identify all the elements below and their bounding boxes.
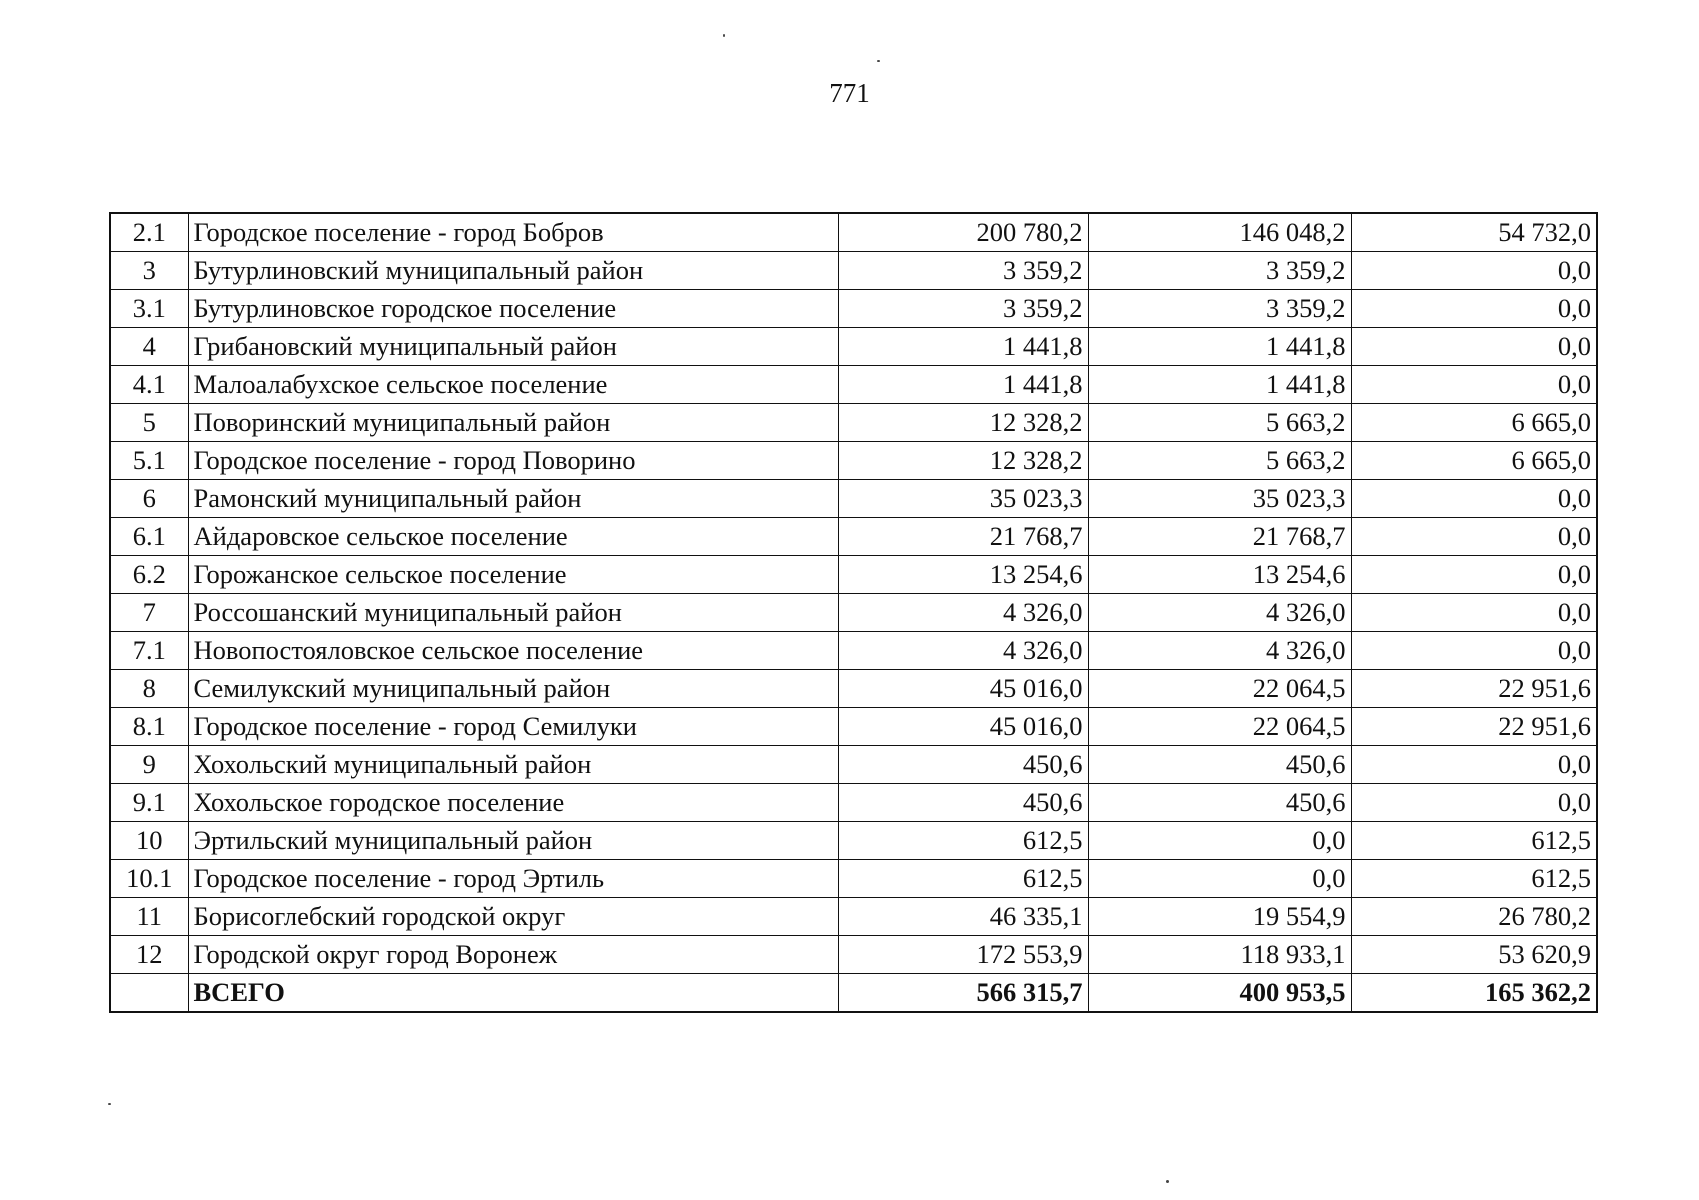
value-1-cell: 21 768,7 <box>838 518 1088 556</box>
territory-name-cell: Айдаровское сельское поселение <box>188 518 838 556</box>
value-3-cell: 0,0 <box>1351 328 1597 366</box>
value-2-cell: 4 326,0 <box>1088 632 1351 670</box>
value-1-cell: 4 326,0 <box>838 632 1088 670</box>
value-3-cell: 612,5 <box>1351 822 1597 860</box>
value-3-cell: 0,0 <box>1351 594 1597 632</box>
table-row <box>110 708 1597 746</box>
row-number-cell: 10.1 <box>110 860 188 898</box>
value-2-cell: 19 554,9 <box>1088 898 1351 936</box>
territory-name-cell: Хохольское городское поселение <box>188 784 838 822</box>
value-1-cell: 46 335,1 <box>838 898 1088 936</box>
territory-name-cell: Городское поселение - город Эртиль <box>188 860 838 898</box>
value-2-cell: 450,6 <box>1088 784 1351 822</box>
table-row <box>110 366 1597 404</box>
table-body <box>110 213 1597 1012</box>
value-1-cell: 1 441,8 <box>838 328 1088 366</box>
row-number-cell: 8.1 <box>110 708 188 746</box>
territory-name-cell: Новопостояловское сельское поселение <box>188 632 838 670</box>
table-row <box>110 860 1597 898</box>
value-2-cell: 118 933,1 <box>1088 936 1351 974</box>
value-3-cell: 22 951,6 <box>1351 708 1597 746</box>
territory-name-cell: Россошанский муниципальный район <box>188 594 838 632</box>
value-2-cell: 1 441,8 <box>1088 366 1351 404</box>
value-2-cell: 4 326,0 <box>1088 594 1351 632</box>
table-row <box>110 404 1597 442</box>
value-1-cell: 172 553,9 <box>838 936 1088 974</box>
value-3-cell: 0,0 <box>1351 290 1597 328</box>
territory-name-cell: Малоалабухское сельское поселение <box>188 366 838 404</box>
territory-name-cell: Бутурлиновский муниципальный район <box>188 252 838 290</box>
value-3-cell: 612,5 <box>1351 860 1597 898</box>
territory-name-cell: Борисоглебский городской округ <box>188 898 838 936</box>
value-3-cell: 0,0 <box>1351 480 1597 518</box>
value-1-cell: 450,6 <box>838 784 1088 822</box>
territory-name-cell: Городской округ город Воронеж <box>188 936 838 974</box>
table-row <box>110 480 1597 518</box>
territory-name-cell: Городское поселение - город Бобров <box>188 213 838 252</box>
value-3-cell: 0,0 <box>1351 366 1597 404</box>
table-row <box>110 632 1597 670</box>
value-3-cell: 0,0 <box>1351 784 1597 822</box>
row-number-cell: 3 <box>110 252 188 290</box>
scan-speck <box>723 34 725 37</box>
total-value-3-cell: 165 362,2 <box>1351 974 1597 1013</box>
value-3-cell: 6 665,0 <box>1351 442 1597 480</box>
table-row <box>110 822 1597 860</box>
table-row <box>110 252 1597 290</box>
value-1-cell: 4 326,0 <box>838 594 1088 632</box>
territory-name-cell: Хохольский муниципальный район <box>188 746 838 784</box>
row-number-cell: 4 <box>110 328 188 366</box>
total-label-cell: ВСЕГО <box>188 974 838 1013</box>
value-1-cell: 200 780,2 <box>838 213 1088 252</box>
value-2-cell: 35 023,3 <box>1088 480 1351 518</box>
value-1-cell: 612,5 <box>838 822 1088 860</box>
total-number-cell <box>110 974 188 1013</box>
value-3-cell: 0,0 <box>1351 632 1597 670</box>
value-1-cell: 450,6 <box>838 746 1088 784</box>
budget-table <box>109 212 1598 1013</box>
value-1-cell: 13 254,6 <box>838 556 1088 594</box>
value-2-cell: 1 441,8 <box>1088 328 1351 366</box>
territory-name-cell: Грибановский муниципальный район <box>188 328 838 366</box>
table-row <box>110 442 1597 480</box>
scan-speck <box>1166 1180 1169 1183</box>
territory-name-cell: Рамонский муниципальный район <box>188 480 838 518</box>
value-1-cell: 35 023,3 <box>838 480 1088 518</box>
value-2-cell: 0,0 <box>1088 822 1351 860</box>
value-1-cell: 45 016,0 <box>838 708 1088 746</box>
table-row <box>110 290 1597 328</box>
table-row <box>110 213 1597 252</box>
total-value-1-cell: 566 315,7 <box>838 974 1088 1013</box>
row-number-cell: 12 <box>110 936 188 974</box>
row-number-cell: 5 <box>110 404 188 442</box>
row-number-cell: 10 <box>110 822 188 860</box>
territory-name-cell: Горожанское сельское поселение <box>188 556 838 594</box>
row-number-cell: 2.1 <box>110 213 188 252</box>
table-row <box>110 518 1597 556</box>
territory-name-cell: Эртильский муниципальный район <box>188 822 838 860</box>
value-3-cell: 0,0 <box>1351 556 1597 594</box>
table-row <box>110 746 1597 784</box>
value-2-cell: 21 768,7 <box>1088 518 1351 556</box>
value-2-cell: 450,6 <box>1088 746 1351 784</box>
table-row <box>110 556 1597 594</box>
row-number-cell: 5.1 <box>110 442 188 480</box>
row-number-cell: 3.1 <box>110 290 188 328</box>
value-1-cell: 612,5 <box>838 860 1088 898</box>
row-number-cell: 9 <box>110 746 188 784</box>
total-value-2-cell: 400 953,5 <box>1088 974 1351 1013</box>
scan-speck <box>108 1103 111 1105</box>
row-number-cell: 8 <box>110 670 188 708</box>
table-row <box>110 898 1597 936</box>
value-3-cell: 53 620,9 <box>1351 936 1597 974</box>
value-3-cell: 26 780,2 <box>1351 898 1597 936</box>
table-row <box>110 328 1597 366</box>
row-number-cell: 11 <box>110 898 188 936</box>
territory-name-cell: Поворинский муниципальный район <box>188 404 838 442</box>
value-3-cell: 54 732,0 <box>1351 213 1597 252</box>
page-number: 771 <box>829 78 870 108</box>
value-1-cell: 45 016,0 <box>838 670 1088 708</box>
value-2-cell: 13 254,6 <box>1088 556 1351 594</box>
scan-speck <box>877 60 880 62</box>
value-3-cell: 0,0 <box>1351 746 1597 784</box>
value-3-cell: 0,0 <box>1351 518 1597 556</box>
row-number-cell: 9.1 <box>110 784 188 822</box>
row-number-cell: 6.1 <box>110 518 188 556</box>
value-2-cell: 5 663,2 <box>1088 404 1351 442</box>
total-row <box>110 974 1597 1013</box>
territory-name-cell: Городское поселение - город Семилуки <box>188 708 838 746</box>
value-2-cell: 22 064,5 <box>1088 708 1351 746</box>
row-number-cell: 6 <box>110 480 188 518</box>
value-1-cell: 3 359,2 <box>838 290 1088 328</box>
table-row <box>110 936 1597 974</box>
table-row <box>110 670 1597 708</box>
value-1-cell: 1 441,8 <box>838 366 1088 404</box>
value-2-cell: 3 359,2 <box>1088 252 1351 290</box>
value-3-cell: 0,0 <box>1351 252 1597 290</box>
row-number-cell: 6.2 <box>110 556 188 594</box>
value-2-cell: 146 048,2 <box>1088 213 1351 252</box>
table-row <box>110 784 1597 822</box>
value-2-cell: 22 064,5 <box>1088 670 1351 708</box>
territory-name-cell: Городское поселение - город Поворино <box>188 442 838 480</box>
value-2-cell: 3 359,2 <box>1088 290 1351 328</box>
value-2-cell: 5 663,2 <box>1088 442 1351 480</box>
territory-name-cell: Семилукский муниципальный район <box>188 670 838 708</box>
value-3-cell: 6 665,0 <box>1351 404 1597 442</box>
value-1-cell: 12 328,2 <box>838 404 1088 442</box>
value-3-cell: 22 951,6 <box>1351 670 1597 708</box>
value-2-cell: 0,0 <box>1088 860 1351 898</box>
value-1-cell: 3 359,2 <box>838 252 1088 290</box>
value-1-cell: 12 328,2 <box>838 442 1088 480</box>
table-row <box>110 594 1597 632</box>
row-number-cell: 7.1 <box>110 632 188 670</box>
row-number-cell: 4.1 <box>110 366 188 404</box>
row-number-cell: 7 <box>110 594 188 632</box>
territory-name-cell: Бутурлиновское городское поселение <box>188 290 838 328</box>
